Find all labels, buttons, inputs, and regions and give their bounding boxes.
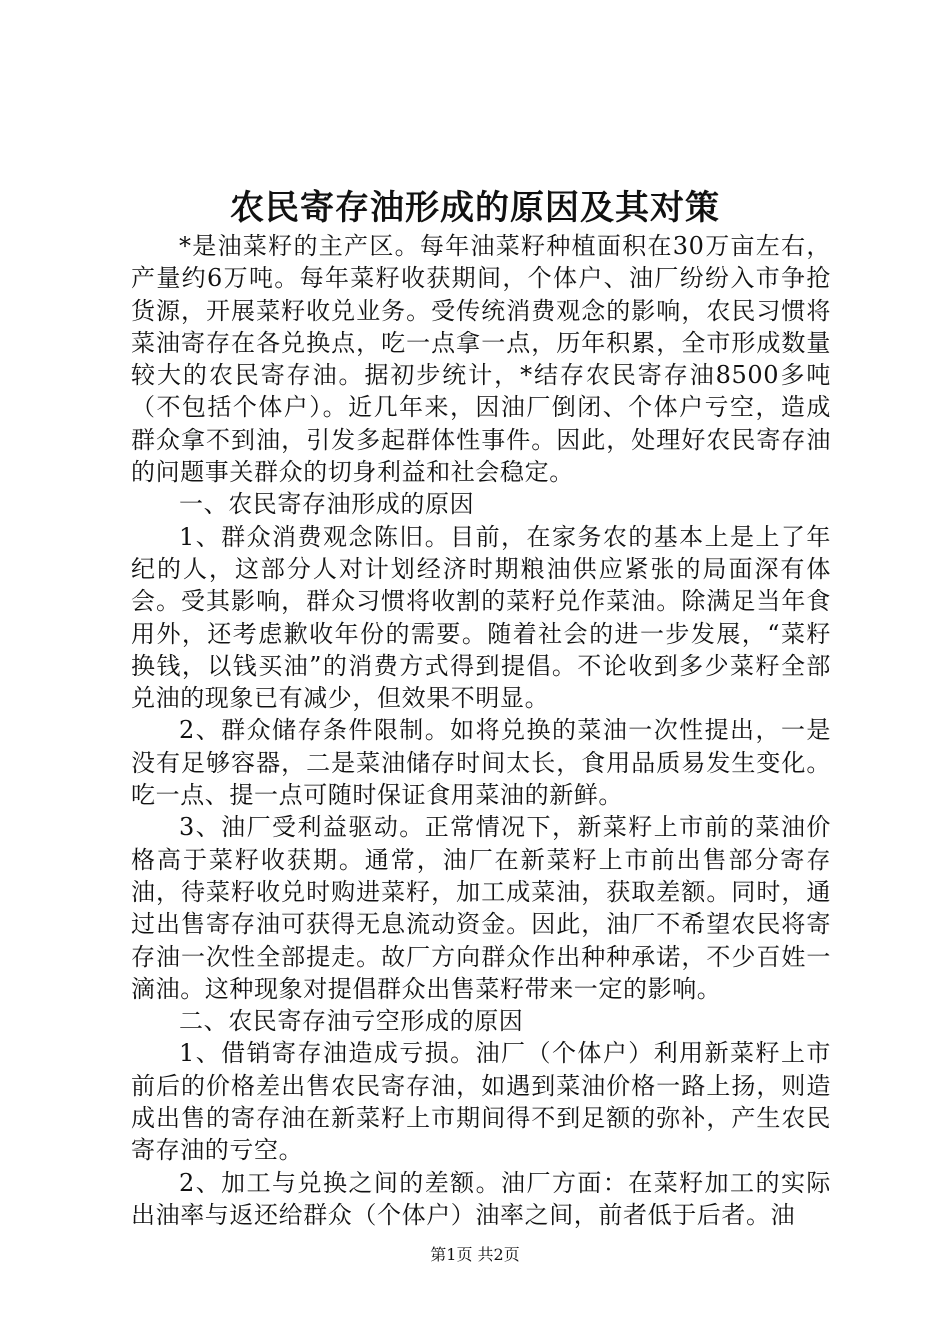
paragraph-reason-2: 2、群众储存条件限制。如将兑换的菜油一次性提出，一是没有足够容器，二是菜油储存时间太长，食用品质易发生变化。吃一点、提一点可随时保证食用菜油的新鲜。	[131, 716, 831, 810]
section-heading-1: 一、农民寄存油形成的原因	[179, 490, 475, 519]
paragraph-reason-3: 3、油厂受利益驱动。正常情况下，新菜籽上市前的菜油价格高于菜籽收获期。通常，油厂在新菜籽上市前出售部分寄存油，待菜籽收兑时购进菜籽，加工成菜油，获取差额。同时，通过出售寄存油可获得无息流动资金。因此，油厂不希望农民将寄存油一次性全部提走。故厂方向群众作出种种承诺，不少百姓一滴油。这种现象对提倡群众出售菜籽带来一定的影响。	[131, 813, 831, 1003]
page-footer: 第1页 共2页	[430, 1245, 520, 1264]
document-title: 农民寄存油形成的原因及其对策	[230, 188, 720, 228]
paragraph-intro: *是油菜籽的主产区。每年油菜籽种植面积在30万亩左右，产量约6万吨。每年菜籽收获期间，个体户、油厂纷纷入市争抢货源，开展菜籽收兑业务。受传统消费观念的影响，农民习惯将菜油寄存在各兑换点，吃一点拿一点，历年积累，全市形成数量较大的农民寄存油。据初步统计，*结存农民寄存油8500多吨（不包括个体户）。近几年来，因油厂倒闭、个体户亏空，造成群众拿不到油，引发多起群体性事件。因此，处理好农民寄存油的问题事关群众的切身利益和社会稳定。	[131, 232, 831, 487]
document-body	[131, 230, 831, 1231]
paragraph-deficit-2: 2、加工与兑换之间的差额。油厂方面：在菜籽加工的实际出油率与返还给群众（个体户）油率之间，前者低于后者。油	[131, 1168, 831, 1229]
paragraph-reason-1: 1、群众消费观念陈旧。目前，在家务农的基本上是上了年纪的人，这部分人对计划经济时期粮油供应紧张的局面深有体会。受其影响，群众习惯将收割的菜籽兑作菜油。除满足当年食用外，还考虑歉收年份的需要。随着社会的进一步发展，“菜籽换钱，以钱买油”的消费方式得到提倡。不论收到多少菜籽全部兑油的现象已有减少，但效果不明显。	[131, 522, 831, 713]
paragraph-deficit-1: 1、借销寄存油造成亏损。油厂（个体户）利用新菜籽上市前后的价格差出售农民寄存油，如遇到菜油价格一路上扬，则造成出售的寄存油在新菜籽上市期间得不到足额的弥补，产生农民寄存油的亏空。	[131, 1039, 831, 1165]
section-heading-2: 二、农民寄存油亏空形成的原因	[179, 1007, 524, 1036]
